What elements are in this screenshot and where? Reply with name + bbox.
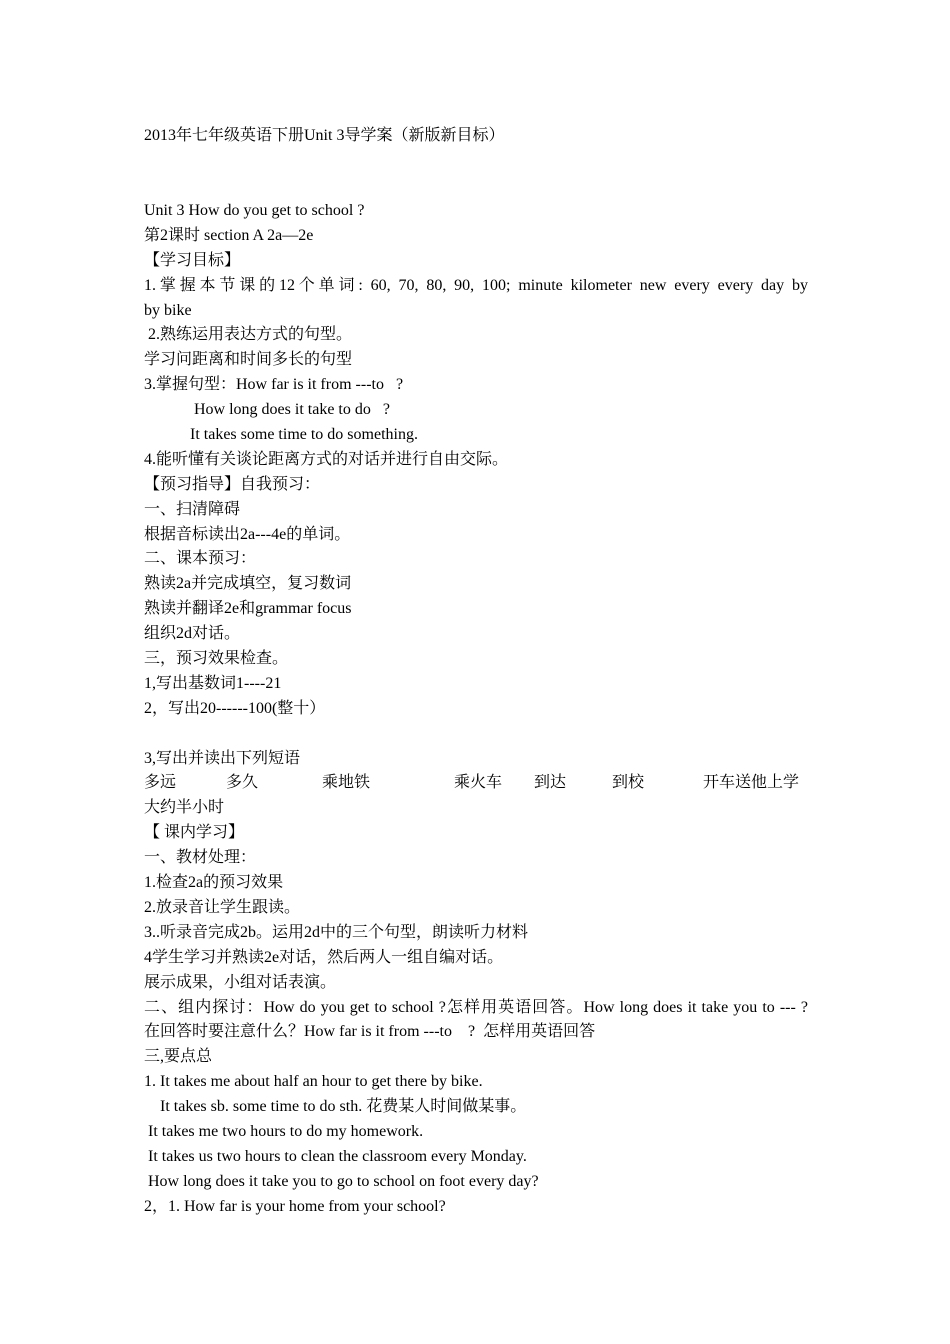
document-body bbox=[144, 199, 808, 1220]
key-point-2: 2，1. How far is your home from your school? bbox=[144, 1197, 446, 1215]
key-point-1: 1. It takes me about half an hour to get there by bike. bbox=[144, 1073, 483, 1091]
key-point-1-example-3: How long does it take you to go to school on foot every day? bbox=[148, 1172, 539, 1190]
preview-step-3: 三，预习效果检查。 bbox=[144, 650, 289, 668]
class-step-1: 一、教材处理： bbox=[144, 849, 257, 867]
class-step-3: 三,要点总 bbox=[144, 1048, 213, 1066]
phrase-item: 乘地铁 bbox=[322, 774, 371, 792]
phrase-item: 多远 bbox=[144, 774, 177, 792]
phrase-item: 乘火车 bbox=[454, 774, 503, 792]
class-step-2: 二、组内探讨：How do you get to school ?怎样用英语回答。How long does it take you to --- ? bbox=[144, 998, 808, 1016]
class-item-3: 3..听录音完成2b。运用2d中的三个句型，朗读听力材料 bbox=[144, 923, 529, 941]
goal-item-3-pattern-2: How long does it take to do ? bbox=[194, 401, 390, 419]
unit-heading: Unit 3 How do you get to school ? bbox=[144, 202, 365, 219]
phrase-list bbox=[144, 771, 808, 796]
phrase-item: 到达 bbox=[534, 774, 567, 792]
class-step-2-cont: 在回答时要注意什么？How far is it from ---to ? 怎样用英语回答 bbox=[144, 1023, 596, 1041]
class-item-2: 2.放录音让学生跟读。 bbox=[144, 898, 301, 916]
goal-item-3: 3.掌握句型：How far is it from ---to ? bbox=[144, 376, 404, 394]
check-item-3: 3,写出并读出下列短语 bbox=[144, 749, 301, 767]
phrase-item: 到校 bbox=[612, 774, 645, 792]
section-heading-class: 【 课内学习】 bbox=[144, 824, 245, 842]
check-item-2: 2，写出20------100(整十） bbox=[144, 699, 326, 717]
goal-item-1: 1.掌握本节课的12个单词: 60, 70, 80, 90, 100; minute kilometer new every every day by bbox=[144, 276, 808, 294]
goal-item-2: 2.熟练运用表达方式的句型。 bbox=[148, 326, 353, 344]
phrase-list-cont: 大约半小时 bbox=[144, 799, 225, 817]
preview-step-2-text-c: 组织2d对话。 bbox=[144, 625, 241, 643]
preview-step-2-text-a: 熟读2a并完成填空，复习数词 bbox=[144, 575, 352, 593]
document-title: 2013年七年级英语下册Unit 3导学案（新版新目标） bbox=[144, 127, 505, 144]
preview-step-2: 二、课本预习： bbox=[144, 550, 257, 568]
blank-line bbox=[144, 722, 808, 747]
goal-item-3-pattern-3: It takes some time to do something. bbox=[190, 426, 418, 444]
key-point-1-pattern: It takes sb. some time to do sth. 花费某人时间做某事。 bbox=[160, 1098, 527, 1116]
preview-step-2-text-b: 熟读并翻译2e和grammar focus bbox=[144, 600, 352, 618]
key-point-1-example-2: It takes us two hours to clean the classroom every Monday. bbox=[148, 1147, 527, 1165]
goal-note: 学习问距离和时间多长的句型 bbox=[144, 351, 353, 369]
check-item-1: 1,写出基数词1----21 bbox=[144, 674, 282, 692]
preview-step-1: 一、扫清障碍 bbox=[144, 500, 241, 518]
goal-item-1-cont: by bike bbox=[144, 301, 192, 319]
phrase-item: 开车送他上学 bbox=[703, 774, 800, 792]
phrase-item: 多久 bbox=[226, 774, 259, 792]
class-item-5: 展示成果，小组对话表演。 bbox=[144, 973, 337, 991]
key-point-1-example-1: It takes me two hours to do my homework. bbox=[148, 1122, 424, 1140]
section-heading-preview: 【预习指导】自我预习： bbox=[144, 475, 321, 493]
class-item-4: 4学生学习并熟读2e对话，然后两人一组自编对话。 bbox=[144, 948, 504, 966]
goal-item-4: 4.能听懂有关谈论距离方式的对话并进行自由交际。 bbox=[144, 450, 509, 468]
preview-step-1-text: 根据音标读出2a---4e的单词。 bbox=[144, 525, 351, 543]
class-item-1: 1.检查2a的预习效果 bbox=[144, 874, 284, 892]
section-heading-goals: 【学习目标】 bbox=[144, 251, 241, 269]
lesson-heading: 第2课时 section A 2a—2e bbox=[144, 226, 314, 244]
